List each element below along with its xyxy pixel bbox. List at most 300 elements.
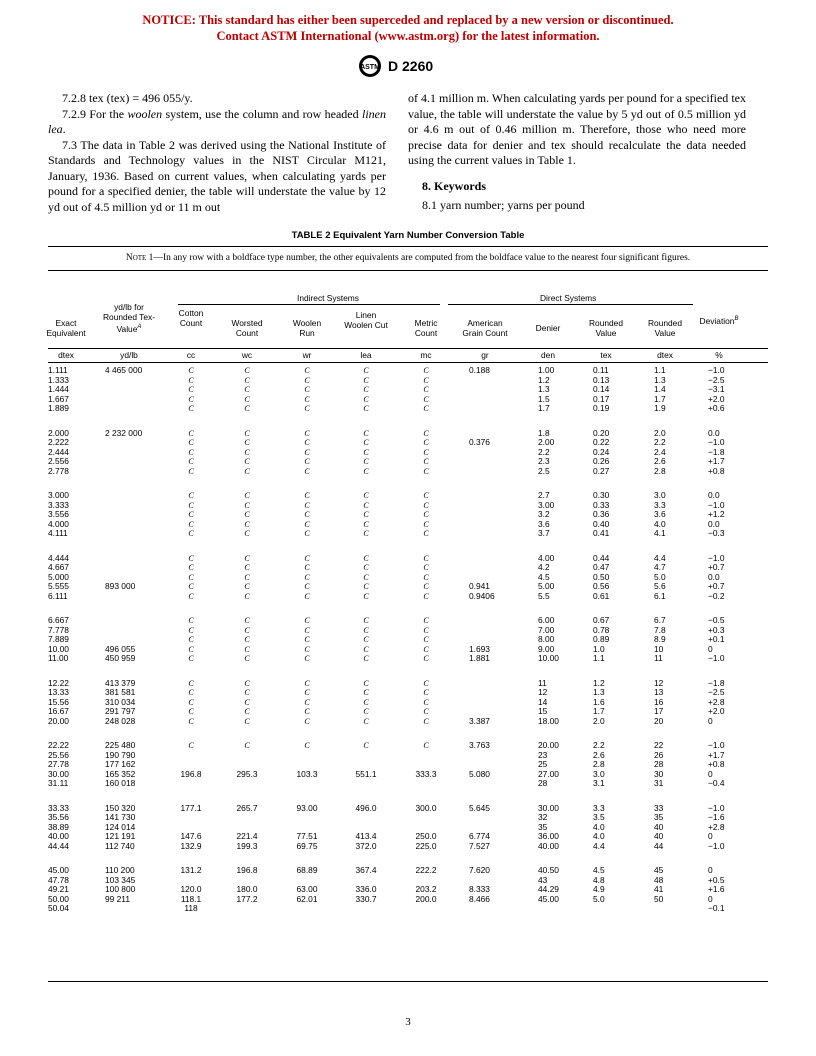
cell-rounded-dtex: 22: [654, 740, 664, 750]
cell-deviation: +2.0: [708, 706, 725, 717]
cell-worsted-count: C: [244, 491, 250, 500]
cell-woolen-run: C: [304, 529, 310, 539]
cell-worsted-count: C: [244, 572, 250, 582]
cell-denier: 23: [538, 749, 548, 760]
cell-exact-equivalent: 1.333: [48, 374, 69, 385]
cell-rounded-tex: 0.33: [593, 499, 610, 510]
cell-exact-equivalent: 11.00: [48, 653, 69, 664]
cell-woolen-run: C: [304, 366, 310, 375]
cell-cotton-count: C: [188, 741, 194, 750]
cell-cotton-count: C: [188, 491, 194, 500]
designation: D 2260: [388, 58, 434, 74]
cell-exact-equivalent: 5.555: [48, 581, 69, 592]
cell-denier: 43: [538, 874, 548, 885]
cell-woolen-run: C: [304, 625, 310, 635]
cell-deviation: −1.0: [708, 653, 725, 664]
cell-linen-woolen-cut: C: [363, 491, 369, 500]
cell-worsted-count: C: [244, 447, 250, 457]
cell-woolen-run: C: [304, 438, 310, 448]
cell-exact-equivalent: 2.222: [48, 437, 69, 448]
cell-rounded-dtex: 1.4: [654, 384, 666, 395]
cell-woolen-run: C: [304, 707, 310, 717]
cell-exact-equivalent: 25.56: [48, 749, 69, 760]
cell-rounded-dtex: 7.8: [654, 624, 666, 635]
cell-yd-lb: 165 352: [105, 768, 136, 779]
units-rule: [48, 362, 768, 363]
cell-american-grain-count: 1.881: [469, 653, 490, 664]
table-note-rule: [48, 270, 768, 271]
cell-worsted-count: 199.3: [236, 840, 258, 851]
cell-linen-woolen-cut: 372.0: [355, 840, 377, 851]
cell-linen-woolen-cut: C: [363, 500, 369, 510]
cell-cotton-count: C: [188, 635, 194, 645]
cell-american-grain-count: 8.333: [469, 884, 490, 895]
cell-rounded-dtex: 4.4: [654, 552, 666, 563]
cell-denier: 2.7: [538, 490, 550, 500]
cell-deviation: 0.0: [708, 571, 720, 582]
cell-woolen-run: C: [304, 500, 310, 510]
cell-exact-equivalent: 40.00: [48, 831, 69, 842]
cell-denier: 12: [538, 687, 548, 698]
cell-exact-equivalent: 22.22: [48, 740, 69, 750]
cell-denier: 7.00: [538, 624, 555, 635]
cell-metric-count: C: [423, 428, 429, 438]
cell-denier: 30.00: [538, 802, 559, 813]
cell-deviation: +0.1: [708, 634, 725, 645]
cell-american-grain-count: 1.693: [469, 643, 490, 654]
cell-denier: 3.2: [538, 509, 550, 520]
cell-cotton-count: 177.1: [180, 802, 202, 813]
cell-woolen-run: C: [304, 519, 310, 529]
cell-worsted-count: C: [244, 553, 250, 563]
cell-deviation: 0: [708, 768, 713, 779]
direct-group-rule: [448, 304, 693, 305]
cell-rounded-tex: 0.41: [593, 528, 610, 539]
cell-worsted-count: C: [244, 688, 250, 698]
cell-rounded-dtex: 2.2: [654, 437, 666, 448]
cell-yd-lb: 112 740: [105, 840, 135, 851]
cell-cotton-count: C: [188, 457, 194, 467]
cell-worsted-count: C: [244, 394, 250, 404]
cell-cotton-count: C: [188, 707, 194, 717]
cell-exact-equivalent: 3.333: [48, 499, 69, 510]
cell-rounded-tex: 0.50: [593, 571, 610, 582]
cell-exact-equivalent: 4.111: [48, 528, 68, 539]
cell-metric-count: C: [423, 635, 429, 645]
cell-rounded-dtex: 2.0: [654, 427, 666, 438]
cell-worsted-count: C: [244, 366, 250, 375]
cell-exact-equivalent: 12.22: [48, 677, 69, 688]
cell-yd-lb: 381 581: [105, 687, 136, 698]
cell-yd-lb: 190 790: [105, 749, 136, 760]
cell-yd-lb: 110 200: [105, 865, 135, 875]
cell-metric-count: C: [423, 447, 429, 457]
cell-denier: 25: [538, 759, 548, 770]
cell-denier: 3.00: [538, 499, 555, 510]
cell-rounded-dtex: 41: [654, 884, 664, 895]
cell-denier: 1.2: [538, 374, 550, 385]
table-bottom-rule: [48, 981, 768, 982]
cell-rounded-tex: 2.8: [593, 759, 605, 770]
cell-denier: 40.00: [538, 840, 559, 851]
cell-exact-equivalent: 50.00: [48, 893, 69, 904]
cell-cotton-count: C: [188, 438, 194, 448]
cell-rounded-tex: 3.0: [593, 768, 605, 779]
cell-deviation: −1.0: [708, 840, 725, 851]
para-7-3-continued: of 4.1 million m. When calculating yards per pound for a specified tex value, the table will understate the value by 5 yd out of 0.5 million yd or 4.6 m out of 0.46 million m. Therefore, those who need more precise data for denier and tex should recalculate the data needed using the current values in Table 1.: [408, 91, 746, 167]
cell-woolen-run: C: [304, 447, 310, 457]
cell-woolen-run: C: [304, 741, 310, 750]
cell-exact-equivalent: 49.21: [48, 884, 69, 895]
cell-woolen-run: C: [304, 635, 310, 645]
cell-linen-woolen-cut: C: [363, 572, 369, 582]
cell-exact-equivalent: 6.111: [48, 590, 68, 601]
cell-woolen-run: 93.00: [296, 802, 318, 813]
cell-rounded-tex: 0.20: [593, 427, 610, 438]
cell-deviation: 0: [708, 893, 713, 904]
cell-denier: 3.7: [538, 528, 550, 539]
cell-linen-woolen-cut: C: [363, 394, 369, 404]
cell-american-grain-count: 7.527: [469, 840, 490, 851]
cell-cotton-count: 131.2: [180, 865, 202, 875]
cell-exact-equivalent: 47.78: [48, 874, 69, 885]
cell-woolen-run: 69.75: [296, 840, 318, 851]
unit-cotton-count: cc: [186, 350, 196, 360]
cell-deviation: 0: [708, 643, 713, 654]
cell-yd-lb: 310 034: [105, 696, 136, 707]
cell-woolen-run: C: [304, 644, 310, 654]
cell-denier: 3.6: [538, 518, 550, 529]
cell-metric-count: C: [423, 553, 429, 563]
cell-linen-woolen-cut: C: [363, 616, 369, 625]
cell-rounded-dtex: 12: [654, 677, 664, 688]
cell-american-grain-count: 0.376: [469, 437, 490, 448]
cell-rounded-dtex: 13: [654, 687, 664, 698]
col-header-yd-lb: yd/lb for Rounded Tex-Value$^A$: [103, 302, 155, 334]
cell-worsted-count: C: [244, 707, 250, 717]
cell-worsted-count: C: [244, 466, 250, 476]
header-rule: [48, 348, 768, 349]
cell-linen-woolen-cut: C: [363, 457, 369, 467]
cell-rounded-tex: 0.19: [593, 403, 610, 414]
cell-denier: 2.00: [538, 437, 555, 448]
cell-rounded-tex: 1.6: [593, 696, 605, 707]
cell-rounded-dtex: 28: [654, 759, 664, 770]
cell-rounded-tex: 0.30: [593, 490, 610, 500]
cell-rounded-tex: 1.7: [593, 706, 605, 717]
cell-exact-equivalent: 1.111: [48, 365, 68, 375]
cell-worsted-count: C: [244, 510, 250, 520]
cell-denier: 27.00: [538, 768, 559, 779]
cell-linen-woolen-cut: C: [363, 447, 369, 457]
cell-metric-count: C: [423, 572, 429, 582]
cell-deviation: +0.7: [708, 562, 725, 573]
cell-denier: 5.00: [538, 581, 555, 592]
cell-linen-woolen-cut: C: [363, 635, 369, 645]
cell-woolen-run: C: [304, 491, 310, 500]
cell-deviation: +0.7: [708, 581, 725, 592]
cell-worsted-count: C: [244, 616, 250, 625]
cell-worsted-count: C: [244, 519, 250, 529]
cell-exact-equivalent: 1.667: [48, 393, 69, 404]
cell-worsted-count: C: [244, 625, 250, 635]
cell-woolen-run: C: [304, 654, 310, 664]
cell-deviation: −1.0: [708, 365, 725, 375]
cell-denier: 8.00: [538, 634, 555, 645]
cell-woolen-run: C: [304, 572, 310, 582]
cell-worsted-count: 180.0: [236, 884, 258, 895]
cell-rounded-dtex: 10: [654, 643, 664, 654]
cell-worsted-count: 196.8: [236, 865, 258, 875]
cell-worsted-count: 221.4: [236, 831, 258, 842]
cell-rounded-dtex: 5.6: [654, 581, 666, 592]
cell-worsted-count: C: [244, 385, 250, 395]
cell-denier: 1.5: [538, 393, 550, 404]
cell-metric-count: C: [423, 457, 429, 467]
cell-rounded-dtex: 11: [654, 653, 663, 664]
cell-yd-lb: 124 014: [105, 821, 136, 832]
cell-exact-equivalent: 45.00: [48, 865, 69, 875]
cell-linen-woolen-cut: 336.0: [355, 884, 377, 895]
cell-rounded-tex: 0.89: [593, 634, 610, 645]
notice-line-2: Contact ASTM International (www.astm.org) for the latest information.: [216, 29, 600, 43]
cell-cotton-count: C: [188, 447, 194, 457]
cell-deviation: 0: [708, 831, 713, 842]
cell-woolen-run: C: [304, 582, 310, 592]
cell-linen-woolen-cut: C: [363, 553, 369, 563]
cell-exact-equivalent: 5.000: [48, 571, 69, 582]
cell-rounded-dtex: 16: [654, 696, 664, 707]
table-note: [48, 253, 768, 263]
cell-worsted-count: C: [244, 716, 250, 726]
cell-rounded-dtex: 1.9: [654, 403, 666, 414]
cell-deviation: −3.1: [708, 384, 725, 395]
cell-cotton-count: 196.8: [180, 768, 202, 779]
cell-deviation: +1.2: [708, 509, 725, 520]
cell-yd-lb: 177 162: [105, 759, 136, 770]
cell-linen-woolen-cut: C: [363, 644, 369, 654]
cell-rounded-tex: 4.8: [593, 874, 605, 885]
cell-deviation: 0: [708, 865, 713, 875]
cell-cotton-count: 118.1: [180, 893, 202, 904]
cell-exact-equivalent: 35.56: [48, 812, 69, 823]
cell-rounded-tex: 3.3: [593, 802, 605, 813]
cell-metric-count: C: [423, 716, 429, 726]
cell-metric-count: 250.0: [415, 831, 437, 842]
cell-yd-lb: 496 055: [105, 643, 136, 654]
cell-cotton-count: C: [188, 500, 194, 510]
cell-metric-count: C: [423, 563, 429, 573]
cell-linen-woolen-cut: C: [363, 404, 369, 414]
cell-woolen-run: C: [304, 404, 310, 414]
right-column: [408, 91, 746, 214]
cell-rounded-dtex: 2.8: [654, 465, 666, 476]
astm-logo-icon: [358, 54, 382, 78]
cell-linen-woolen-cut: C: [363, 625, 369, 635]
cell-yd-lb: 100 800: [105, 884, 136, 895]
cell-linen-woolen-cut: 330.7: [355, 893, 377, 904]
cell-linen-woolen-cut: C: [363, 375, 369, 385]
cell-woolen-run: C: [304, 553, 310, 563]
cell-rounded-tex: 3.1: [593, 778, 605, 789]
page-number: 3: [405, 1016, 411, 1028]
cell-deviation: −0.4: [708, 778, 725, 789]
table-row: [48, 904, 768, 914]
cell-deviation: 0.0: [708, 427, 720, 438]
conversion-table: [48, 290, 768, 990]
cell-linen-woolen-cut: C: [363, 428, 369, 438]
cell-deviation: 0.0: [708, 518, 720, 529]
cell-rounded-dtex: 3.0: [654, 490, 666, 500]
cell-rounded-tex: 0.27: [593, 465, 610, 476]
cell-deviation: +2.8: [708, 696, 725, 707]
cell-rounded-tex: 0.67: [593, 615, 610, 625]
cell-linen-woolen-cut: 551.1: [355, 768, 377, 779]
svg-text:ASTM: ASTM: [360, 64, 380, 71]
cell-american-grain-count: 3.387: [469, 715, 490, 726]
cell-rounded-dtex: 3.6: [654, 509, 666, 520]
cell-rounded-tex: 1.3: [593, 687, 605, 698]
cell-woolen-run: C: [304, 678, 310, 688]
cell-metric-count: 225.0: [415, 840, 437, 851]
unit-deviation: %: [715, 350, 723, 360]
cell-cotton-count: C: [188, 385, 194, 395]
col-header-worsted-count: Worsted Count: [231, 318, 263, 338]
cell-worsted-count: 177.2: [236, 893, 258, 904]
cell-cotton-count: C: [188, 572, 194, 582]
cell-metric-count: C: [423, 519, 429, 529]
cell-rounded-tex: 0.14: [593, 384, 610, 395]
cell-cotton-count: C: [188, 366, 194, 375]
cell-worsted-count: C: [244, 375, 250, 385]
cell-metric-count: C: [423, 625, 429, 635]
cell-exact-equivalent: 15.56: [48, 696, 69, 707]
table-row: [48, 404, 768, 414]
table-row: [48, 592, 768, 602]
cell-deviation: −0.1: [708, 903, 725, 914]
cell-linen-woolen-cut: C: [363, 366, 369, 375]
cell-denier: 45.00: [538, 893, 559, 904]
cell-linen-woolen-cut: C: [363, 582, 369, 592]
cell-yd-lb: 413 379: [105, 677, 136, 688]
unit-linen-woolen-cut: lea: [360, 350, 372, 360]
cell-deviation: −1.0: [708, 552, 725, 563]
cell-exact-equivalent: 4.444: [48, 552, 69, 563]
cell-deviation: −0.5: [708, 615, 725, 625]
cell-american-grain-count: 0.941: [469, 581, 490, 592]
cell-metric-count: 333.3: [415, 768, 437, 779]
cell-linen-woolen-cut: 413.4: [355, 831, 377, 842]
cell-rounded-dtex: 2.4: [654, 446, 666, 457]
table-row: [48, 529, 768, 539]
cell-denier: 28: [538, 778, 548, 789]
cell-metric-count: 200.0: [415, 893, 437, 904]
cell-denier: 1.7: [538, 403, 550, 414]
cell-linen-woolen-cut: C: [363, 697, 369, 707]
cell-metric-count: C: [423, 591, 429, 601]
cell-yd-lb: 291 797: [105, 706, 136, 717]
cell-deviation: −2.5: [708, 374, 725, 385]
cell-metric-count: 222.2: [415, 865, 437, 875]
cell-rounded-tex: 0.22: [593, 437, 610, 448]
cell-exact-equivalent: 38.89: [48, 821, 69, 832]
cell-deviation: 0: [708, 715, 713, 726]
cell-woolen-run: C: [304, 466, 310, 476]
cell-rounded-tex: 4.9: [593, 884, 605, 895]
cell-linen-woolen-cut: 367.4: [355, 865, 377, 875]
cell-rounded-tex: 2.2: [593, 740, 605, 750]
col-header-deviation: Deviation$^B$: [699, 315, 739, 326]
cell-american-grain-count: 5.080: [469, 768, 490, 779]
cell-rounded-dtex: 8.9: [654, 634, 666, 645]
cell-worsted-count: C: [244, 678, 250, 688]
cell-deviation: +1.7: [708, 456, 725, 467]
col-header-cotton-count: Cotton Count: [178, 308, 204, 328]
cell-linen-woolen-cut: C: [363, 385, 369, 395]
cell-metric-count: C: [423, 644, 429, 654]
cell-cotton-count: C: [188, 616, 194, 625]
cell-american-grain-count: 6.774: [469, 831, 490, 842]
cell-worsted-count: 295.3: [236, 768, 258, 779]
cell-metric-count: 203.2: [415, 884, 437, 895]
cell-linen-woolen-cut: C: [363, 438, 369, 448]
cell-rounded-dtex: 6.1: [654, 590, 666, 601]
notice-line-1: NOTICE: This standard has either been superceded and replaced by a new version or discontinued.: [142, 13, 674, 27]
group-direct-systems: Direct Systems: [540, 293, 597, 303]
cell-worsted-count: C: [244, 635, 250, 645]
cell-rounded-dtex: 33: [654, 802, 664, 813]
cell-woolen-run: C: [304, 563, 310, 573]
cell-metric-count: C: [423, 366, 429, 375]
cell-cotton-count: 120.0: [180, 884, 202, 895]
cell-rounded-tex: 2.6: [593, 749, 605, 760]
cell-rounded-tex: 1.2: [593, 677, 605, 688]
cell-linen-woolen-cut: C: [363, 563, 369, 573]
table-row: [48, 654, 768, 664]
footnote-marker: A: [137, 324, 142, 330]
cell-metric-count: C: [423, 678, 429, 688]
page-header: [358, 54, 433, 78]
cell-rounded-tex: 0.11: [593, 365, 609, 375]
cell-rounded-tex: 0.40: [593, 518, 610, 529]
cell-metric-count: C: [423, 741, 429, 750]
cell-exact-equivalent: 30.00: [48, 768, 69, 779]
cell-metric-count: C: [423, 404, 429, 414]
para-7-2-8: 7.2.8 tex (tex) = 496 055/y.: [62, 91, 193, 105]
cell-deviation: +1.7: [708, 749, 725, 760]
cell-metric-count: C: [423, 688, 429, 698]
keywords-heading: 8. Keywords: [422, 178, 486, 193]
cell-cotton-count: C: [188, 563, 194, 573]
cell-rounded-dtex: 40: [654, 831, 664, 842]
cell-worsted-count: C: [244, 582, 250, 592]
cell-rounded-dtex: 50: [654, 893, 664, 904]
col-header-linen-woolen-cut: Linen Woolen Cut: [344, 310, 388, 330]
cell-cotton-count: C: [188, 644, 194, 654]
cell-linen-woolen-cut: C: [363, 529, 369, 539]
cell-worsted-count: 265.7: [236, 802, 258, 813]
cell-deviation: −1.0: [708, 740, 725, 750]
indirect-group-rule: [178, 304, 440, 305]
cell-linen-woolen-cut: C: [363, 678, 369, 688]
cell-metric-count: C: [423, 491, 429, 500]
cell-linen-woolen-cut: 496.0: [355, 802, 377, 813]
cell-rounded-dtex: 5.0: [654, 571, 666, 582]
cell-worsted-count: C: [244, 644, 250, 654]
table-row: [48, 842, 768, 852]
cell-rounded-dtex: 40: [654, 821, 664, 832]
cell-denier: 35: [538, 821, 548, 832]
